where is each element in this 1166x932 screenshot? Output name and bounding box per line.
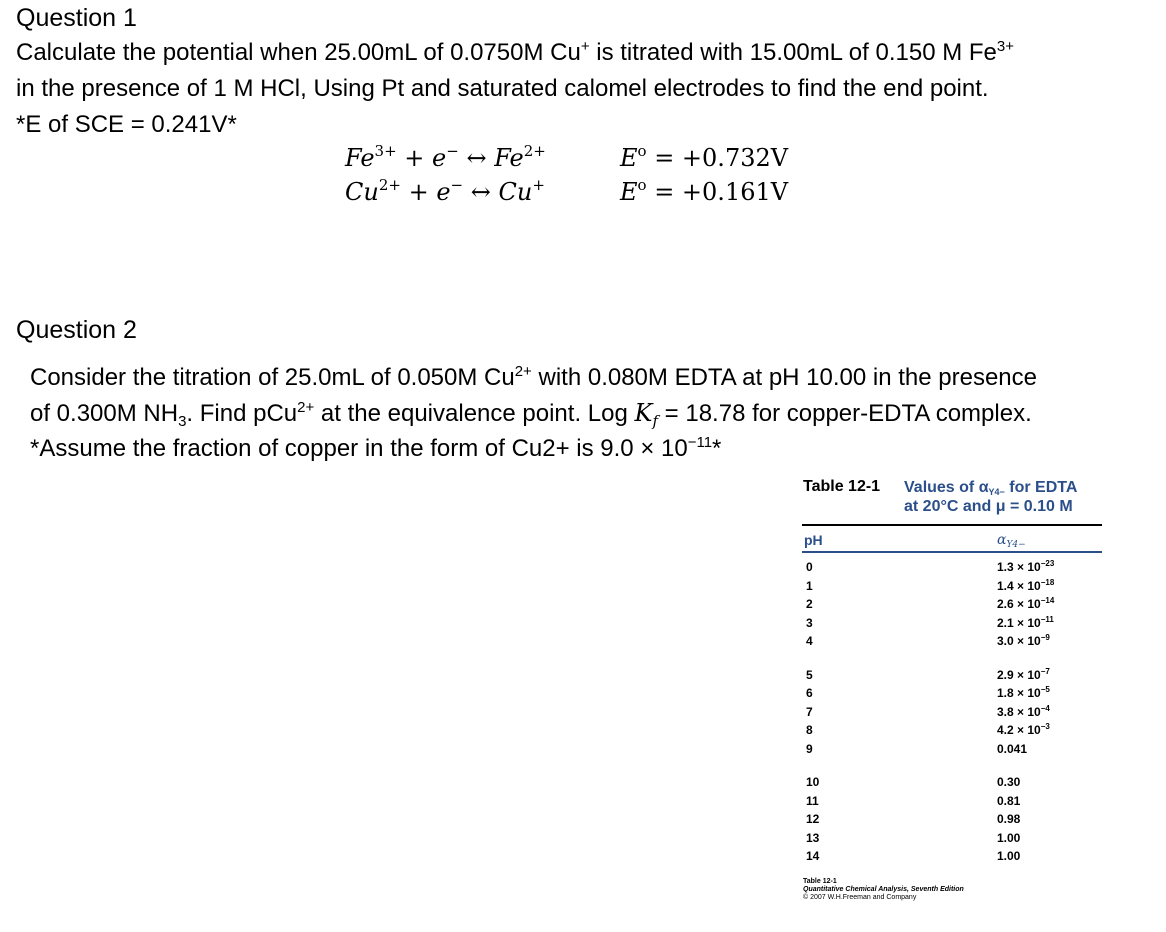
table-cell-ph: 5 — [806, 667, 813, 682]
table-cell-alpha: 0.041 — [997, 741, 1028, 756]
table-top-rule — [802, 524, 1102, 526]
table-cell-alpha: 1.00 — [997, 830, 1021, 845]
table-cell-ph: 14 — [806, 849, 820, 863]
table-cell-ph: 3 — [806, 615, 813, 630]
table-title-line-2: at 20°C and μ = 0.10 M — [904, 498, 1073, 515]
potential-fe: $E^o = +0.732V$ — [620, 142, 789, 172]
table-cell-alpha: $3.8 \times 10^{-4}$ — [997, 703, 1050, 719]
table-cell-ph: 7 — [806, 704, 813, 719]
table-cell-ph: 4 — [806, 634, 813, 648]
table-cell-alpha: $1.4 \times 10^{-18}$ — [997, 577, 1055, 593]
table-cell-alpha: $3.0 \times 10^{-9}$ — [997, 633, 1050, 648]
table-cell-alpha: $2.6 \times 10^{-14}$ — [997, 596, 1055, 611]
table-label: Table 12-1 — [803, 478, 881, 495]
table-cell-alpha: $1.3 \times 10^{-23}$ — [997, 559, 1055, 574]
question-1-line-3: *E of SCE = 0.241V* — [16, 111, 237, 138]
reaction-cu: $Cu^{2+} + e^-$ ↔ Cu+ — [345, 176, 545, 206]
table-cell-ph: 8 — [806, 723, 813, 737]
table-col-alpha: $\alpha_{Y4-}$ — [997, 532, 1026, 550]
table-cell-alpha: $2.9 \times 10^{-7}$ — [997, 666, 1050, 682]
question-2-line-2: of 0.300M $NH_3$. Find pCu$^{2+}$ at the equivalence point. Log $K_f = 18.78$ for copper-EDTA complex. — [30, 399, 1032, 430]
question-1-line-1: Calculate the potential when 25.00mL of 0.0750M Cu+ is titrated with 15.00mL of 0.150 M $Fe^{3+}$ — [16, 38, 1014, 66]
table-cell-ph: 11 — [806, 793, 819, 808]
question-1-title: Question 1 — [16, 4, 137, 32]
table-footer: Table 12-1 Quantitative Chemical Analysis, Seventh Edition © 2007 W.H.Freeman and Company — [803, 878, 964, 901]
question-2-line-1: Consider the titration of 25.0mL of 0.050M $Cu^{2+}$ with 0.080M EDTA at pH 10.00 in the presence — [30, 363, 1037, 391]
table-cell-ph: 13 — [806, 830, 820, 845]
table-cell-ph: 10 — [806, 775, 820, 789]
question-2-line-3: *Assume the fraction of copper in the form of Cu2+ is $9.0 \times 10^{-11}*$ — [30, 434, 722, 462]
table-cell-alpha: $4.2 \times 10^{-3}$ — [997, 722, 1050, 737]
reaction-fe: $Fe^{3+} + e^-$ ↔ $Fe^{2+}$ — [345, 142, 546, 172]
table-cell-ph: 6 — [806, 686, 813, 700]
table-cell-alpha: 0.30 — [997, 775, 1021, 789]
table-header-rule — [802, 551, 1102, 553]
question-1-line-2: in the presence of 1 M HCl, Using Pt and saturated calomel electrodes to find the end point. — [16, 75, 989, 102]
table-title-line-1: Values of $\alpha_{Y4-}$ for EDTA — [904, 479, 1078, 497]
table-cell-ph: 12 — [806, 812, 820, 826]
table-cell-ph: 9 — [806, 741, 813, 756]
table-cell-alpha: $2.1 \times 10^{-11}$ — [997, 614, 1054, 630]
question-2-title: Question 2 — [16, 316, 137, 344]
table-cell-alpha: 0.81 — [997, 793, 1021, 808]
table-cell-alpha: $1.8 \times 10^{-5}$ — [997, 685, 1050, 700]
table-cell-ph: 1 — [806, 578, 813, 593]
potential-cu: $E^o = +0.161V$ — [620, 176, 789, 206]
table-cell-ph: 2 — [806, 597, 813, 611]
table-col-ph: pH — [804, 532, 823, 548]
table-cell-ph: 0 — [806, 560, 813, 574]
table-cell-alpha: 1.00 — [997, 849, 1021, 863]
table-cell-alpha: 0.98 — [997, 812, 1021, 826]
